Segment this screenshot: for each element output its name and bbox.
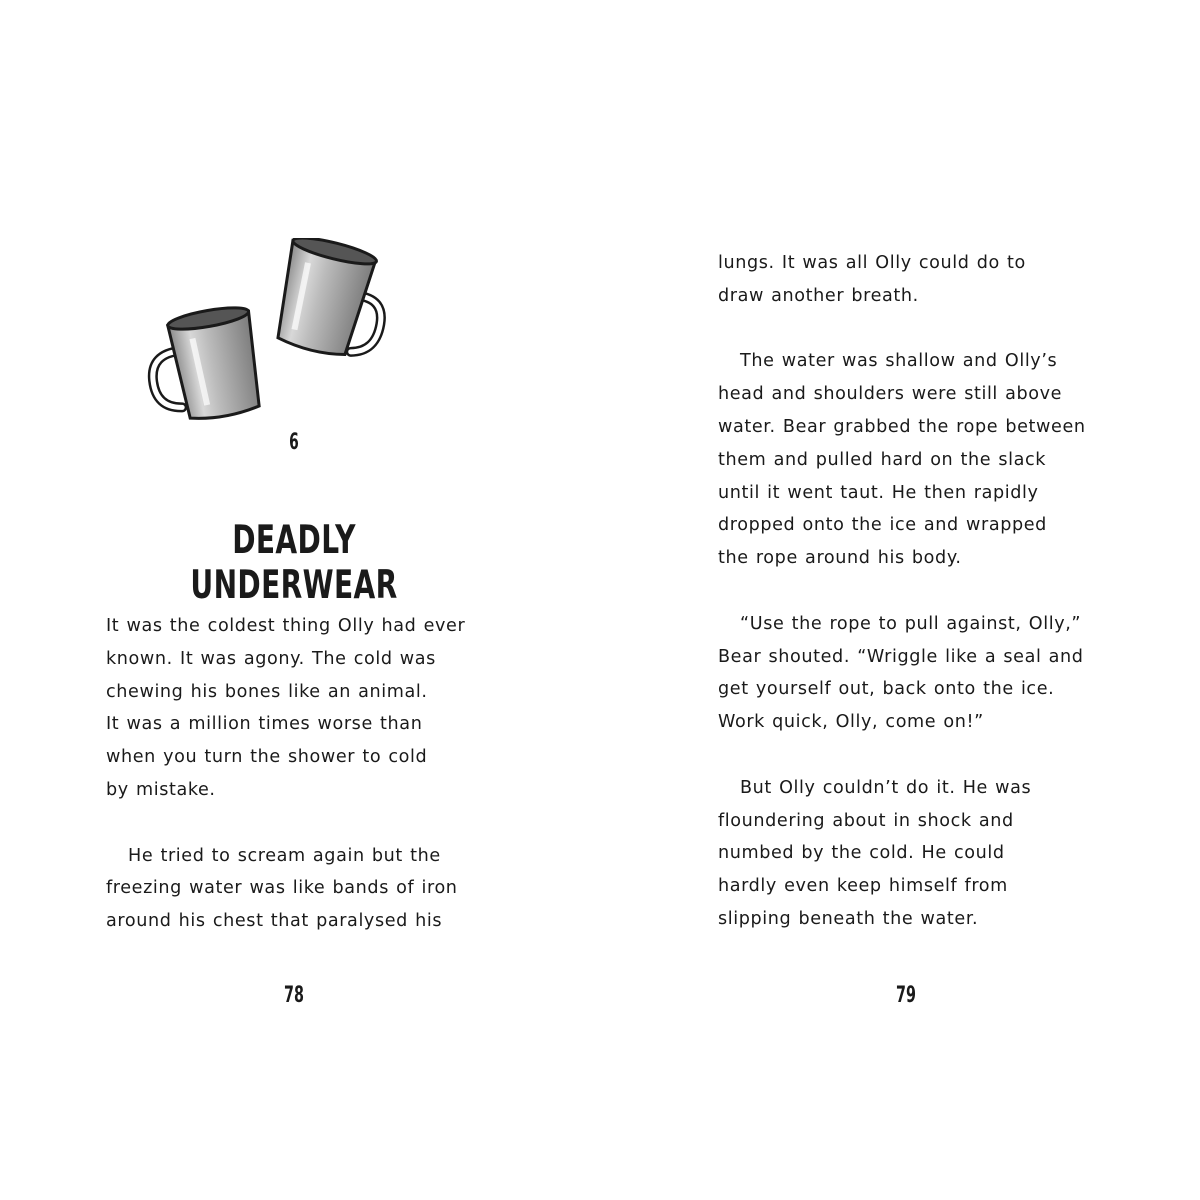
page-number-left: 78 bbox=[284, 983, 304, 1008]
text-line: water. Bear grabbed the rope between bbox=[718, 416, 1086, 437]
text-line: It was the coldest thing Olly had ever bbox=[106, 616, 466, 636]
paragraph bbox=[718, 772, 1138, 936]
paragraph bbox=[718, 345, 1138, 575]
left-page-body bbox=[106, 610, 526, 971]
text-line: known. It was agony. The cold was bbox=[106, 648, 436, 669]
paragraph bbox=[106, 840, 526, 938]
right-page-body bbox=[718, 247, 1138, 969]
text-line: draw another breath. bbox=[718, 285, 919, 306]
text-line: “Use the rope to pull against, Olly,” bbox=[740, 613, 1082, 634]
page-number-right: 79 bbox=[896, 983, 916, 1008]
text-line: lungs. It was all Olly could do to bbox=[718, 253, 1026, 273]
text-line: chewing his bones like an animal. bbox=[106, 681, 428, 702]
text-line: Bear shouted. “Wriggle like a seal and bbox=[718, 646, 1084, 667]
text-line: The water was shallow and Olly’s bbox=[740, 351, 1058, 372]
text-line: the rope around his body. bbox=[718, 548, 962, 569]
paragraph bbox=[718, 247, 1138, 313]
text-line: dropped onto the ice and wrapped bbox=[718, 515, 1047, 536]
paragraph bbox=[106, 610, 526, 807]
text-line: them and pulled hard on the slack bbox=[718, 449, 1047, 470]
text-line: freezing water was like bands of iron bbox=[106, 878, 458, 899]
text-line: by mistake. bbox=[106, 779, 216, 800]
right-page bbox=[600, 0, 1200, 1200]
text-line: until it went taut. He then rapidly bbox=[718, 482, 1039, 503]
text-line: Work quick, Olly, come on!” bbox=[718, 712, 984, 733]
chapter-number: 6 bbox=[289, 430, 299, 455]
text-line: numbed by the cold. He could bbox=[718, 843, 1005, 864]
text-line: He tried to scream again but the bbox=[128, 845, 441, 866]
text-line: It was a million times worse than bbox=[106, 714, 423, 735]
text-line: slipping beneath the water. bbox=[718, 908, 979, 929]
text-line: get yourself out, back onto the ice. bbox=[718, 679, 1055, 700]
text-line: hardly even keep himself from bbox=[718, 876, 1008, 897]
text-line: when you turn the shower to cold bbox=[106, 747, 428, 768]
text-line: around his chest that paralysed his bbox=[106, 911, 443, 932]
chapter-title: DEADLY UNDERWEAR bbox=[190, 518, 398, 608]
text-line: floundering about in shock and bbox=[718, 810, 1014, 831]
text-line: head and shoulders were still above bbox=[718, 384, 1063, 405]
paragraph bbox=[718, 608, 1138, 739]
mugs-icon bbox=[140, 238, 400, 428]
text-line: But Olly couldn’t do it. He was bbox=[740, 777, 1032, 798]
